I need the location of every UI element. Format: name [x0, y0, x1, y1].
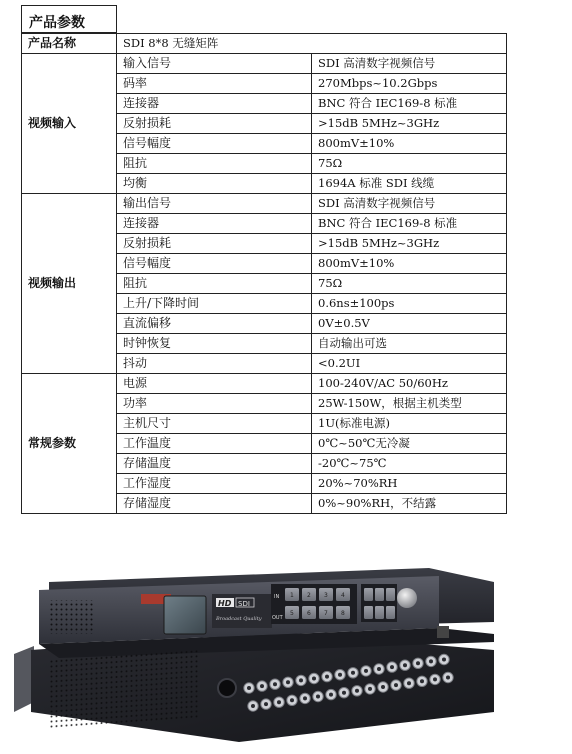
param-value: 1694A 标准 SDI 线缆	[312, 174, 507, 194]
tagline: Broadcast Quality	[216, 616, 262, 622]
bnc-pin-icon	[446, 676, 450, 680]
param-name: 存储温度	[117, 454, 312, 474]
param-name: 工作湿度	[117, 474, 312, 494]
bnc-pin-icon	[368, 687, 372, 691]
rear-vent	[49, 649, 199, 729]
param-name: 均衡	[117, 174, 312, 194]
param-name: 存储湿度	[117, 494, 312, 514]
bnc-pin-icon	[433, 677, 437, 681]
bnc-pin-icon	[355, 689, 359, 693]
param-value: BNC 符合 IEC169-8 标准	[312, 94, 507, 114]
bnc-pin-icon	[416, 661, 420, 665]
param-value: >15dB 5MHz~3GHz	[312, 234, 507, 254]
bnc-pin-icon	[316, 695, 320, 699]
table-row	[22, 194, 507, 214]
matrix-button-number: 4	[341, 592, 345, 599]
matrix-button-number: 6	[307, 610, 311, 617]
bnc-pin-icon	[403, 663, 407, 667]
param-name: 输出信号	[117, 194, 312, 214]
function-button	[364, 588, 373, 601]
param-name: 直流偏移	[117, 314, 312, 334]
param-name: 抖动	[117, 354, 312, 374]
param-name: 主机尺寸	[117, 414, 312, 434]
table-row	[22, 54, 507, 74]
group-label: 常规参数	[22, 374, 117, 514]
param-name: 工作温度	[117, 434, 312, 454]
param-name: 输入信号	[117, 54, 312, 74]
bnc-pin-icon	[394, 683, 398, 687]
lcd-screen	[164, 596, 206, 634]
spec-table	[21, 33, 507, 514]
group-label: 视频输出	[22, 194, 117, 374]
matrix-button-number: 7	[324, 610, 328, 617]
bnc-pin-icon	[338, 673, 342, 677]
param-name: 反射损耗	[117, 114, 312, 134]
power-switch-icon	[437, 626, 449, 638]
param-name: 信号幅度	[117, 254, 312, 274]
bnc-pin-icon	[377, 667, 381, 671]
bnc-pin-icon	[247, 686, 251, 690]
product-photo	[9, 562, 494, 752]
param-value: 270Mbps~10.2Gbps	[312, 74, 507, 94]
param-value: 0℃~50℃无冷凝	[312, 434, 507, 454]
param-value: 800mV±10%	[312, 254, 507, 274]
param-name: 电源	[117, 374, 312, 394]
bnc-pin-icon	[299, 678, 303, 682]
bnc-pin-icon	[277, 700, 281, 704]
bnc-pin-icon	[381, 685, 385, 689]
in-label: IN	[274, 594, 280, 600]
bnc-pin-icon	[273, 682, 277, 686]
param-value: 1U(标准电源)	[312, 414, 507, 434]
bnc-pin-icon	[286, 680, 290, 684]
param-value: 75Ω	[312, 274, 507, 294]
param-name: 阻抗	[117, 154, 312, 174]
param-name: 码率	[117, 74, 312, 94]
param-value: BNC 符合 IEC169-8 标准	[312, 214, 507, 234]
bnc-pin-icon	[342, 691, 346, 695]
matrix-button-number: 3	[324, 592, 328, 599]
matrix-button-number: 1	[290, 592, 294, 599]
table-row	[22, 34, 507, 54]
param-value: SDI 高清数字视频信号	[312, 194, 507, 214]
param-name: 上升/下降时间	[117, 294, 312, 314]
function-button	[386, 606, 395, 619]
out-label: OUT	[272, 615, 283, 621]
param-name: 反射损耗	[117, 234, 312, 254]
param-value: 20%~70%RH	[312, 474, 507, 494]
param-value: 75Ω	[312, 154, 507, 174]
param-value: <0.2UI	[312, 354, 507, 374]
function-button	[375, 606, 384, 619]
param-name: 信号幅度	[117, 134, 312, 154]
matrix-button-number: 8	[341, 610, 345, 617]
param-value: 0.6ns±100ps	[312, 294, 507, 314]
matrix-button-number: 5	[290, 610, 294, 617]
rotary-knob-icon	[397, 588, 417, 608]
sdi-label: SDI	[238, 600, 250, 608]
param-name: 功率	[117, 394, 312, 414]
bnc-pin-icon	[429, 659, 433, 663]
bnc-pin-icon	[420, 679, 424, 683]
power-socket-icon	[218, 679, 236, 697]
bnc-pin-icon	[407, 681, 411, 685]
product-name-label: 产品名称	[22, 34, 117, 54]
function-button	[375, 588, 384, 601]
bnc-pin-icon	[329, 693, 333, 697]
param-value: 0%~90%RH，不结露	[312, 494, 507, 514]
bnc-pin-icon	[260, 684, 264, 688]
bnc-pin-icon	[264, 702, 268, 706]
bnc-pin-icon	[290, 698, 294, 702]
matrix-button-number: 2	[307, 592, 311, 599]
bnc-pin-icon	[312, 677, 316, 681]
bnc-pin-icon	[303, 696, 307, 700]
bnc-pin-icon	[390, 665, 394, 669]
bnc-pin-icon	[251, 704, 255, 708]
param-value: -20℃~75℃	[312, 454, 507, 474]
param-name: 阻抗	[117, 274, 312, 294]
param-value: SDI 高清数字视频信号	[312, 54, 507, 74]
param-value: 25W-150W，根据主机类型	[312, 394, 507, 414]
hd-label: HD	[218, 599, 232, 608]
param-value: 0V±0.5V	[312, 314, 507, 334]
product-name-value: SDI 8*8 无缝矩阵	[117, 34, 507, 54]
table-row	[22, 374, 507, 394]
param-value: 自动输出可选	[312, 334, 507, 354]
param-value: >15dB 5MHz~3GHz	[312, 114, 507, 134]
front-vent	[49, 600, 95, 634]
group-label: 视频输入	[22, 54, 117, 194]
param-name: 连接器	[117, 94, 312, 114]
bnc-pin-icon	[364, 669, 368, 673]
function-button	[386, 588, 395, 601]
function-button	[364, 606, 373, 619]
bnc-pin-icon	[442, 658, 446, 662]
param-value: 800mV±10%	[312, 134, 507, 154]
param-value: 100-240V/AC 50/60Hz	[312, 374, 507, 394]
bnc-pin-icon	[351, 671, 355, 675]
param-name: 连接器	[117, 214, 312, 234]
param-name: 时钟恢复	[117, 334, 312, 354]
bnc-pin-icon	[325, 675, 329, 679]
spec-title: 产品参数	[21, 5, 117, 33]
